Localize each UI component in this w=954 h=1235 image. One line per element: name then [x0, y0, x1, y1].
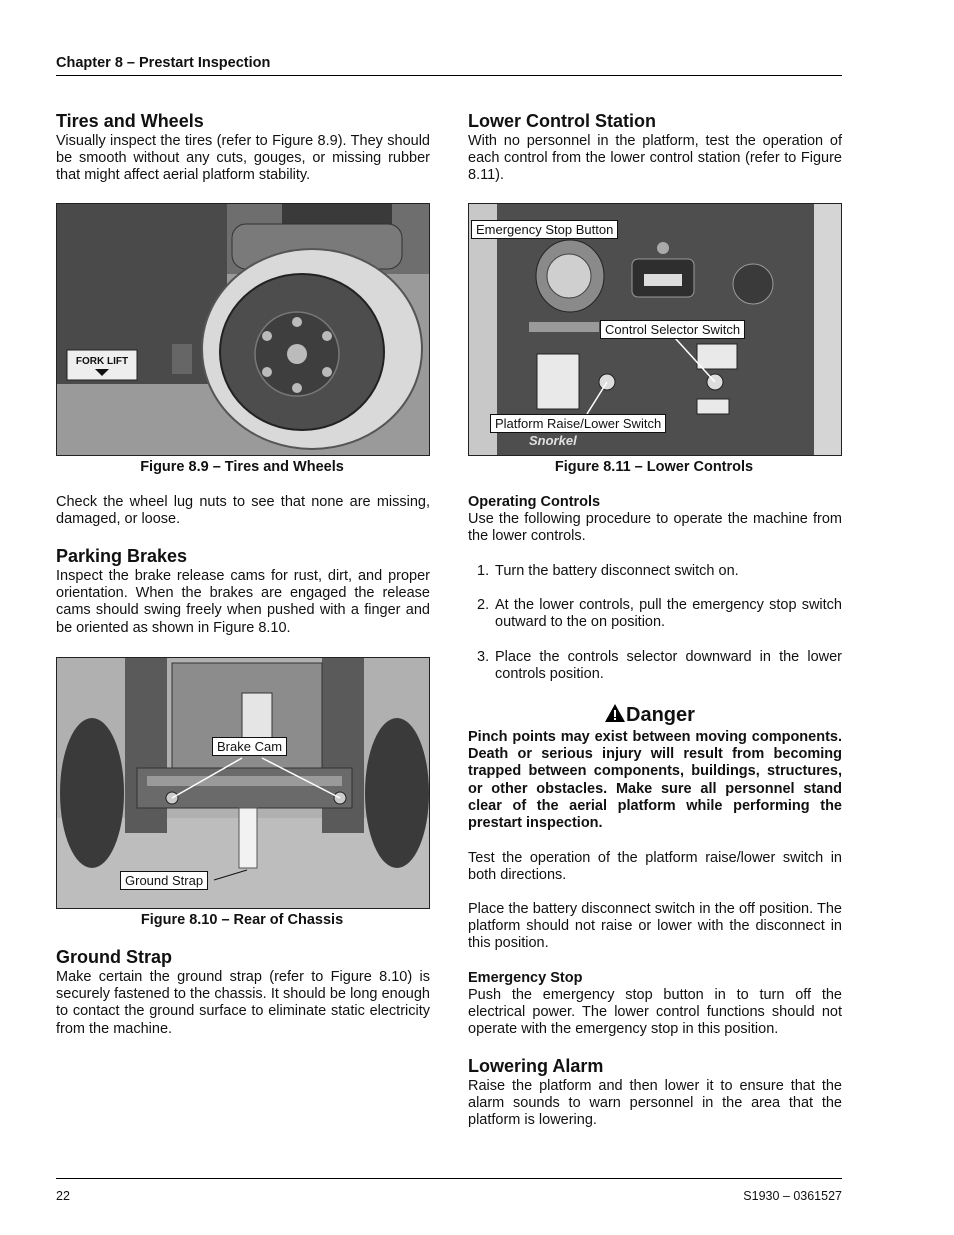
- operating-controls-text: Use the following procedure to operate the machine from the lower controls.: [468, 511, 842, 545]
- figure-8-11-caption: Figure 8.11 – Lower Controls: [554, 459, 754, 475]
- lowering-alarm-heading: Lowering Alarm: [468, 1056, 604, 1076]
- raise-lower-callout: Platform Raise/Lower Switch: [490, 414, 666, 433]
- figure-8-9-caption: Figure 8.9 – Tires and Wheels: [140, 459, 344, 475]
- step-1: 1. Turn the battery disconnect switch on.: [477, 563, 842, 580]
- tires-heading: Tires and Wheels: [56, 111, 204, 131]
- step-1-text: Turn the battery disconnect switch on.: [495, 563, 739, 579]
- danger-title-text: Danger: [626, 704, 695, 726]
- test-raise-lower-text: Test the operation of the platform raise/lower switch in both directions.: [468, 850, 842, 884]
- danger-text: Pinch points may exist between moving components. Death or serious injury will result from becoming trapped between components, buildings, structures, or other obstacles. Make sure all personnel stand clear of the aerial platform while performing the prestart inspection.: [468, 729, 842, 832]
- figure-rear-chassis: [56, 657, 430, 909]
- step-2-text: At the lower controls, pull the emergency stop switch outward to the on position.: [495, 597, 842, 631]
- lower-control-heading: Lower Control Station: [468, 111, 656, 131]
- tire-photo-illustration: [57, 204, 429, 455]
- step-3: 3. Place the controls selector downward in the lower controls position.: [477, 649, 842, 683]
- brake-cam-callout: Brake Cam: [212, 737, 287, 756]
- step-2: 2. At the lower controls, pull the emergency stop switch outward to the on position.: [477, 597, 842, 631]
- lug-nuts-text: Check the wheel lug nuts to see that none are missing, damaged, or loose.: [56, 494, 430, 528]
- header-rule: [56, 75, 842, 76]
- ground-strap-text: Make certain the ground strap (refer to Figure 8.10) is securely fastened to the chassis. It should be long enough to contact the ground surface to eliminate static electricity from the machine.: [56, 969, 430, 1037]
- lowering-alarm-text: Raise the platform and then lower it to ensure that the alarm sounds to warn personnel in the area that the platform is lowering.: [468, 1078, 842, 1129]
- document-id: S1930 – 0361527: [743, 1189, 842, 1203]
- danger-title: [604, 703, 695, 727]
- footer-rule: [56, 1178, 842, 1179]
- figure-8-10-caption: Figure 8.10 – Rear of Chassis: [140, 912, 344, 928]
- chapter-header: Chapter 8 – Prestart Inspection: [56, 55, 271, 71]
- fork-lift-label: FORK LIFT: [75, 356, 129, 367]
- snorkel-brand-label: Snorkel: [529, 433, 577, 448]
- emergency-stop-text: Push the emergency stop button in to turn off the electrical power. The lower control functions should not operate with the emergency stop in this position.: [468, 987, 842, 1038]
- operating-controls-heading: Operating Controls: [468, 494, 601, 510]
- warning-triangle-icon: [604, 703, 626, 723]
- page-number: 22: [56, 1189, 70, 1203]
- figure-tires-wheels: [56, 203, 430, 456]
- ground-strap-heading: Ground Strap: [56, 947, 172, 967]
- estop-button-callout: Emergency Stop Button: [471, 220, 618, 239]
- emergency-stop-heading: Emergency Stop: [468, 970, 583, 986]
- figure-lower-controls: [468, 203, 842, 456]
- parking-brakes-heading: Parking Brakes: [56, 546, 188, 566]
- step-3-text: Place the controls selector downward in the lower controls position.: [495, 649, 842, 683]
- battery-disconnect-text: Place the battery disconnect switch in the off position. The platform should not raise or lower with the disconnect in this position.: [468, 901, 842, 952]
- parking-brakes-text: Inspect the brake release cams for rust, dirt, and proper orientation. When the brakes are engaged the release cams should swing freely when pushed with a finger and be oriented as shown in Figure 8.10.: [56, 568, 430, 636]
- control-selector-callout: Control Selector Switch: [600, 320, 745, 339]
- lower-control-text: With no personnel in the platform, test the operation of each control from the lower control station (refer to Figure 8.11).: [468, 133, 842, 184]
- tires-text: Visually inspect the tires (refer to Figure 8.9). They should be smooth without any cuts, gouges, or missing rubber that might affect aerial platform stability.: [56, 133, 430, 184]
- ground-strap-callout: Ground Strap: [120, 871, 208, 890]
- chassis-photo-illustration: [57, 658, 429, 908]
